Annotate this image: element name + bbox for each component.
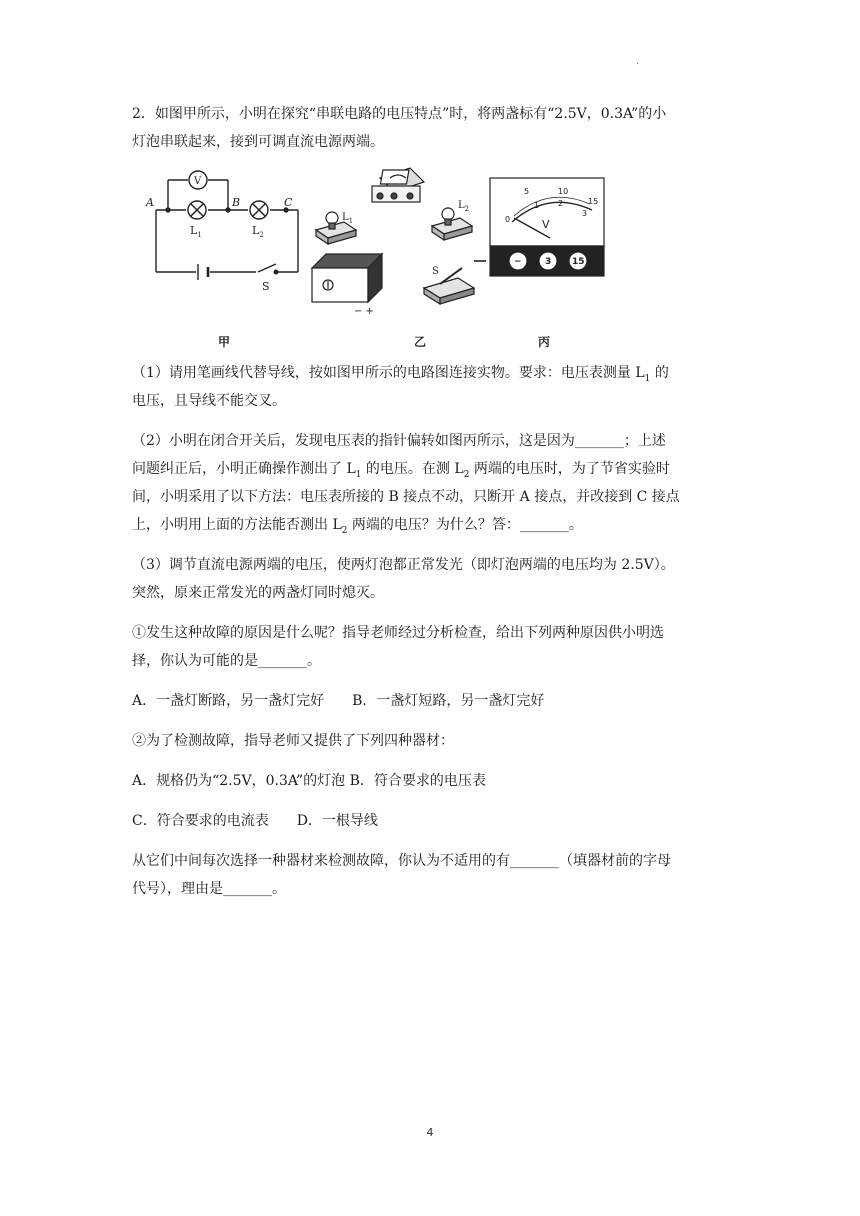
caption-yi: 乙	[414, 335, 427, 349]
label-l2: $L_2$	[252, 224, 264, 239]
question-2	[132, 100, 732, 903]
label-switch-device: S	[432, 266, 439, 277]
p2-l2-c: 两端的电压时，为了节省实验时	[469, 461, 670, 477]
part-1-line-1	[132, 359, 732, 387]
tick-10: 10	[558, 187, 569, 196]
part-1-line-2: 电压，且导线不能交叉。	[132, 393, 286, 409]
intro-line-2-text: 灯泡串联起来，接到可调直流电源两端。	[132, 134, 384, 150]
junction-a	[166, 208, 170, 212]
part-2-line-4	[132, 511, 732, 539]
tick-1: 1	[534, 201, 540, 210]
circuit-figure-svg	[128, 164, 728, 349]
terminal-minus: −	[514, 257, 522, 267]
tick-15: 15	[588, 197, 599, 206]
circuit-diagram-jia	[156, 171, 298, 280]
terminal-15: 15	[572, 257, 585, 267]
tick-3: 3	[582, 209, 588, 218]
detect-options-ab: A．规格仍为“2.5V，0.3A”的灯泡 B．符合要求的电压表	[132, 773, 486, 789]
terminal-3: 3	[545, 257, 552, 267]
part-3-line-1: （3）调节直流电源两端的电压，使两灯泡都正常发光（即灯泡两端的电压均为 2.5V）。	[132, 557, 675, 573]
p2-l4-sub: 2	[341, 525, 348, 536]
cause-options: A．一盏灯断路，另一盏灯完好 B．一盏灯短路，另一盏灯完好	[132, 693, 545, 709]
intro-line-2	[132, 128, 732, 156]
cause-line-2: 择，你认为可能的是_______。	[132, 653, 321, 669]
caption-bing: 丙	[538, 335, 551, 349]
label-l1-device: $L_1$	[342, 212, 354, 225]
final-line-1: 从它们中间每次选择一种器材来检测故障，你认为不适用的有_______（填器材前的字母	[132, 853, 671, 869]
p2-l2-a: 问题纠正后，小明正确操作测出了 L	[132, 461, 356, 477]
intro-line-1: 如图甲所示，小明在探究“串联电路的电压特点”时，将两盏标有“2.5V，0.3A”的小	[154, 106, 667, 122]
power-polarity: − +	[354, 306, 374, 317]
part-3-line-2: 突然，原来正常发光的两盏灯同时熄灭。	[132, 585, 384, 601]
part-2-line-1: （2）小明在闭合开关后，发现电压表的指针偏转如图丙所示，这是因为_______；上述	[132, 433, 666, 449]
detect-options-cd: C．符合要求的电流表 D．一根导线	[132, 813, 378, 829]
voltmeter-label: V	[194, 176, 202, 187]
part-2-line-3: 间，小明采用了以下方法：电压表所接的 B 接点不动，只断开 A 接点，并改接到 C 接点	[132, 489, 680, 505]
question-intro	[132, 100, 732, 128]
junction-b	[226, 208, 230, 212]
meter-unit: V	[542, 218, 550, 231]
p2-l2-sub: 1	[355, 469, 362, 480]
final-line-2: 代号），理由是_______。	[132, 881, 286, 897]
label-b: B	[232, 196, 241, 209]
question-number: 2．	[132, 106, 155, 122]
p1-text-a: （1）请用笔画线代替导线，按如图甲所示的电路图连接实物。要求：电压表测量 L	[132, 365, 645, 381]
part-2-line-2	[132, 455, 732, 483]
p2-l4-b: 两端的电压？为什么？答：_______。	[347, 517, 583, 533]
p1-sub: 1	[644, 373, 651, 384]
tick-0: 0	[505, 215, 511, 224]
switch-blade	[258, 264, 276, 272]
corner-mark: .	[636, 56, 640, 67]
detect-intro: ②为了检测故障，指导老师又提供了下列四种器材：	[132, 733, 454, 749]
cause-line-1: ①发生这种故障的原因是什么呢？指导老师经过分析检查，给出下列两种原因供小明选	[132, 625, 664, 641]
p2-l2-sub2: 2	[463, 469, 470, 480]
p2-l2-b: 的电压。在测 L	[361, 461, 464, 477]
caption-jia: 甲	[218, 335, 231, 349]
p2-l4-a: 上，小明用上面的方法能否测出 L	[132, 517, 342, 533]
label-l2-device: $L_2$	[458, 200, 470, 213]
circuit-figure	[128, 164, 728, 349]
tick-5: 5	[524, 187, 530, 196]
page-number: 4	[426, 1126, 434, 1139]
label-a: A	[146, 196, 154, 209]
label-l1: $L_1$	[190, 224, 202, 239]
tick-2: 2	[558, 199, 564, 208]
label-switch: S	[262, 280, 270, 293]
p1-text-b: 的	[650, 365, 669, 381]
power-supply-box	[312, 254, 382, 302]
components-yi	[312, 168, 474, 317]
voltmeter-device	[372, 168, 424, 202]
label-c: C	[284, 196, 293, 209]
